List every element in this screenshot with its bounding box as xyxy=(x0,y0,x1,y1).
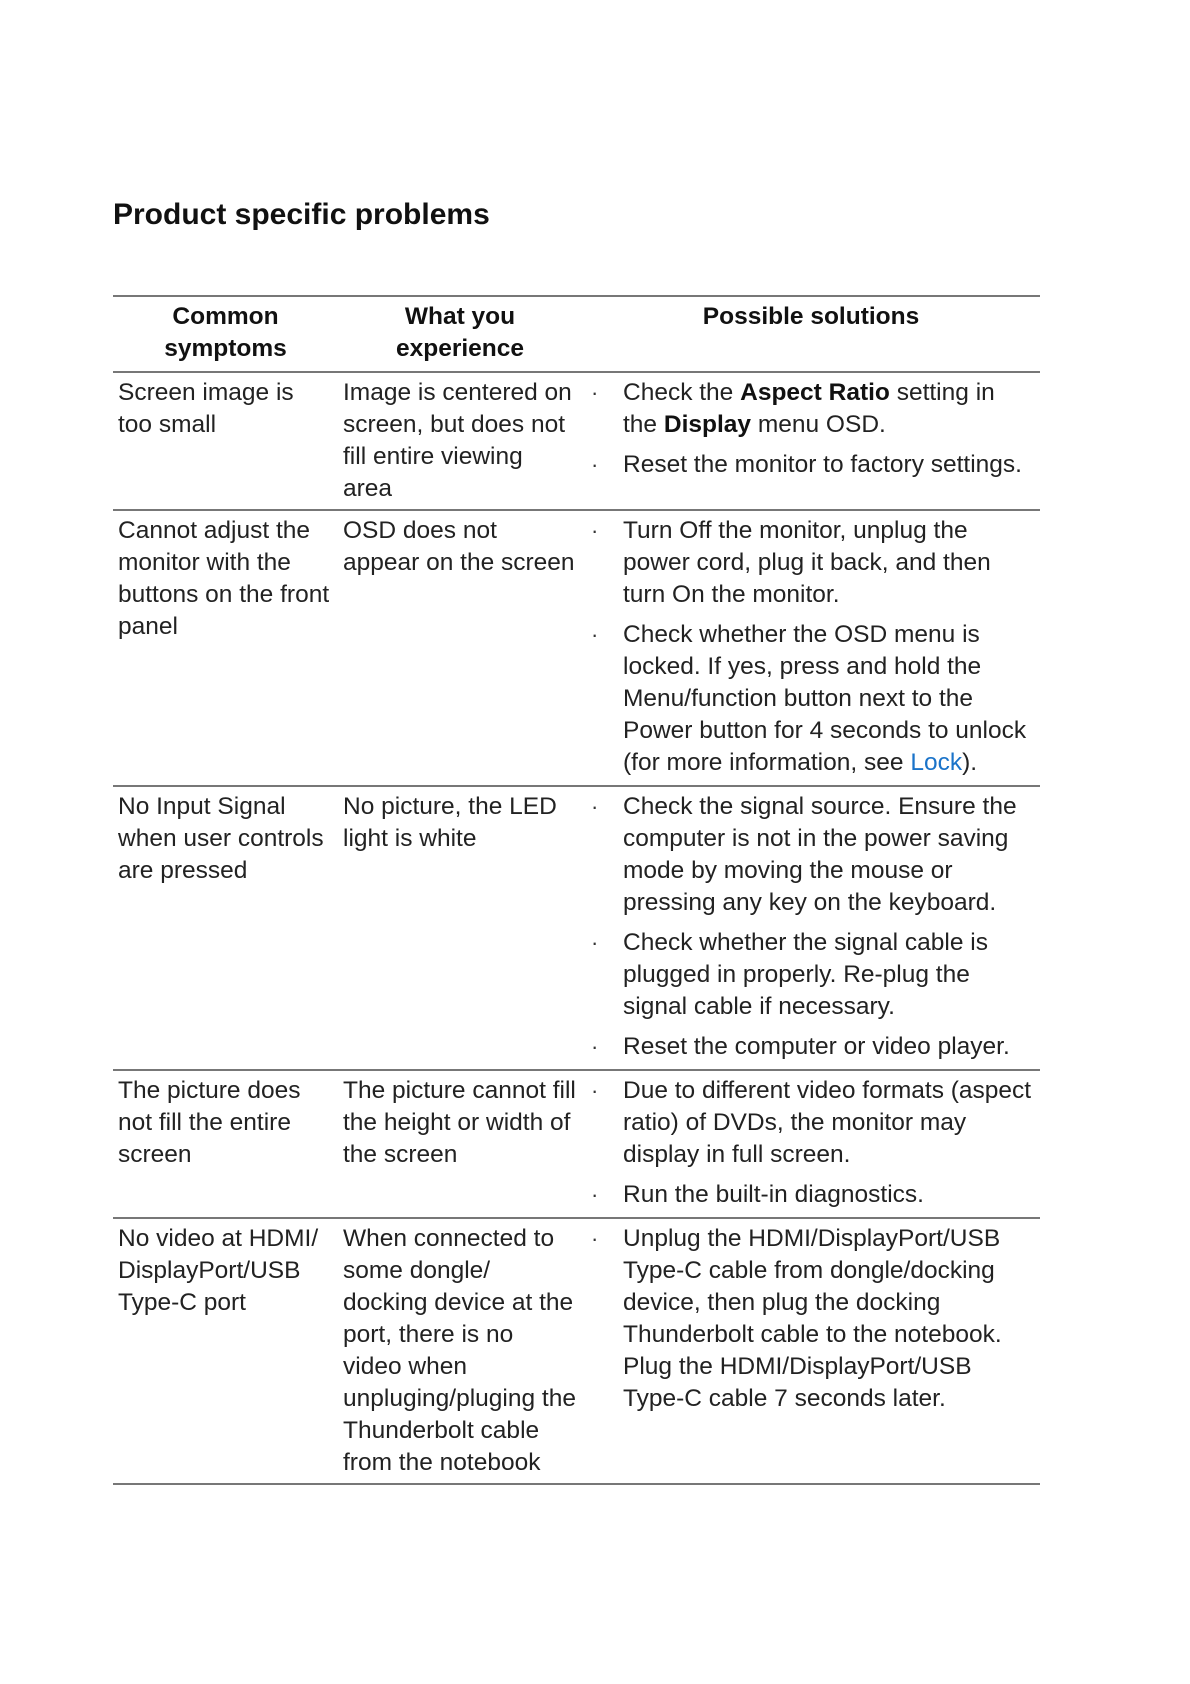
solutions-list xyxy=(587,791,1034,1063)
solution-item: · Unplug the HDMI/DisplayPort/USB Type-C cable from dongle/docking device, then plug the docking Thunderbolt cable to the notebook. Plug the HDMI/DisplayPort/USB Type-C cable 7 seconds later. xyxy=(587,1223,1034,1415)
solutions-cell xyxy=(582,1218,1040,1484)
solution-item: · Run the built-in diagnostics. xyxy=(587,1179,1034,1211)
experience-cell: No picture, the LED light is white xyxy=(343,793,557,852)
solutions-cell xyxy=(582,372,1040,510)
symptom-cell: No video at HDMI/ DisplayPort/USB Type-C port xyxy=(118,1225,319,1316)
table-row xyxy=(113,786,1040,1070)
solution-item: · Due to different video formats (aspect ratio) of DVDs, the monitor may display in full screen. xyxy=(587,1075,1034,1171)
experience-cell: When connected to some dongle/ docking device at the port, there is no video when unpluging/pluging the Thunderbolt cable from the notebook xyxy=(343,1225,576,1476)
symptom-cell: Screen image is too small xyxy=(118,379,294,438)
table-row xyxy=(113,510,1040,786)
solution-item: · Check the Aspect Ratio setting in the Display menu OSD. xyxy=(587,377,1034,441)
symptom-cell: Cannot adjust the monitor with the buttons on the front panel xyxy=(118,517,330,640)
solutions-cell xyxy=(582,1070,1040,1218)
experience-cell: OSD does not appear on the screen xyxy=(343,517,575,576)
table-row xyxy=(113,1070,1040,1218)
solution-item: · Check whether the signal cable is plugged in properly. Re-plug the signal cable if necessary. xyxy=(587,927,1034,1023)
experience-cell: Image is centered on screen, but does not fill entire viewing area xyxy=(343,379,572,502)
solutions-list xyxy=(587,1223,1034,1415)
symptom-cell: No Input Signal when user controls are pressed xyxy=(118,793,324,884)
solutions-cell xyxy=(582,510,1040,786)
solution-item: · Turn Off the monitor, unplug the power cord, plug it back, and then turn On the monitor. xyxy=(587,515,1034,611)
header-possible-solutions: Possible solutions xyxy=(702,303,920,330)
table-row xyxy=(113,372,1040,510)
problems-table xyxy=(113,295,1040,1485)
table-header-row xyxy=(113,296,1040,372)
experience-cell: The picture cannot fill the height or width of the screen xyxy=(343,1077,576,1168)
display-menu: Display xyxy=(663,411,752,438)
page-title: Product specific problems xyxy=(113,198,490,231)
solutions-cell xyxy=(582,786,1040,1070)
header-common-symptoms: Common symptoms xyxy=(164,303,287,362)
solution-item: · Check the signal source. Ensure the computer is not in the power saving mode by moving the mouse or pressing any key on the keyboard. xyxy=(587,791,1034,919)
solution-item: · Reset the monitor to factory settings. xyxy=(587,449,1034,481)
symptom-cell: The picture does not fill the entire screen xyxy=(118,1077,301,1168)
solutions-list xyxy=(587,515,1034,779)
lock-link[interactable]: Lock xyxy=(910,749,963,776)
solutions-list xyxy=(587,377,1034,481)
solutions-list xyxy=(587,1075,1034,1211)
header-what-you-experience: What you experience xyxy=(395,303,525,362)
solution-item: · Reset the computer or video player. xyxy=(587,1031,1034,1063)
aspect-ratio-setting: Aspect Ratio xyxy=(740,379,890,406)
table-row xyxy=(113,1218,1040,1484)
solution-item: · Check whether the OSD menu is locked. If yes, press and hold the Menu/function button next to the Power button for 4 seconds to unlock (for more information, see Lock). xyxy=(587,619,1034,779)
